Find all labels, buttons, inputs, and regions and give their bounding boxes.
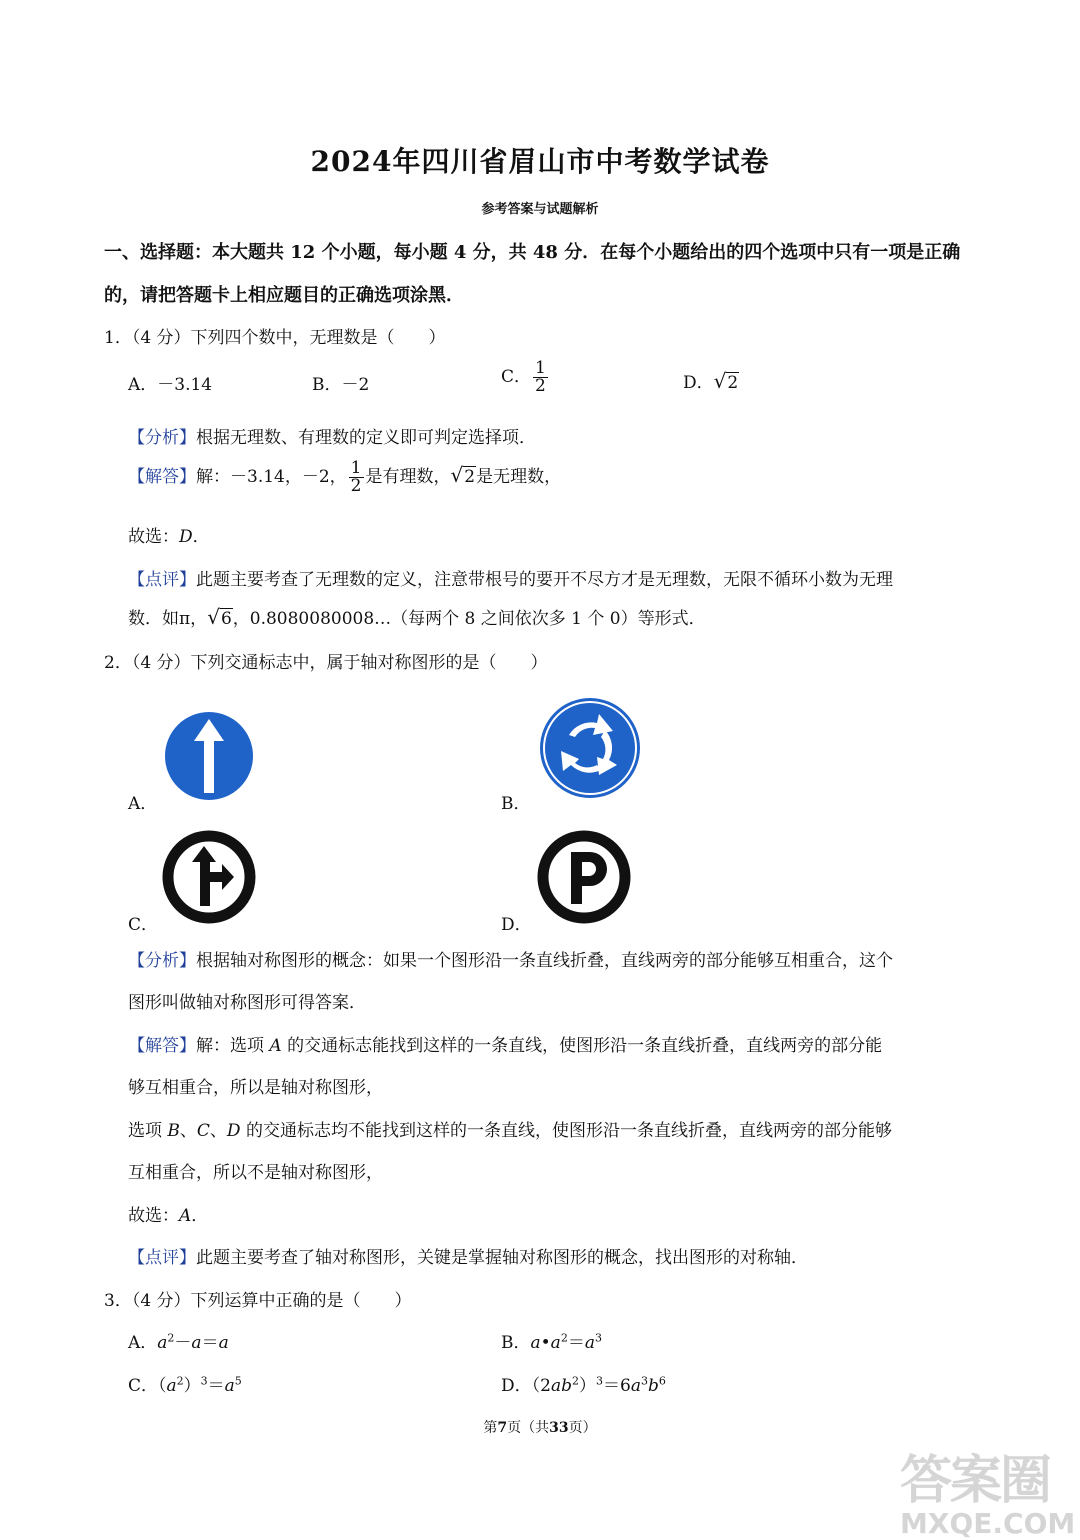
q1-analysis [128, 423, 536, 448]
answer-text-pre: 选项 [128, 1121, 168, 1141]
roundabout-icon [539, 697, 641, 799]
q1-option-b: B．－2 [312, 375, 370, 395]
q1-choice [128, 522, 210, 547]
option-label: A． [128, 1333, 158, 1353]
q2-choice [128, 1201, 208, 1226]
comment-text: 此题主要考查了无理数的定义，注意带根号的要开不尽方才是无理数，无限不循环小数为无理 [196, 570, 893, 590]
q1-option-d-label: D． [683, 373, 714, 393]
comment-tag: 【点评】 [128, 570, 196, 590]
analysis-text: 根据轴对称图形的概念：如果一个图形沿一条直线折叠，直线两旁的部分能够互相重合，这个 [196, 951, 893, 971]
section-heading-line2: 的，请把答题卡上相应题目的正确选项涂黑． [104, 285, 464, 306]
q2-comment [128, 1243, 808, 1268]
page-total: 33 [549, 1420, 569, 1436]
q1-stem: 1．（4 分）下列四个数中，无理数是（ ） [104, 328, 446, 348]
choice-value: A [179, 1206, 192, 1226]
fraction [533, 360, 548, 395]
option-label: B． [501, 1333, 531, 1353]
answer-text-post: 的交通标志均不能找到这样的一条直线，使图形沿一条直线折叠，直线两旁的部分能够 [240, 1121, 892, 1141]
answer-option-b: B [167, 1121, 180, 1141]
choice-end: ． [191, 1206, 209, 1226]
answer-option-d: D [226, 1121, 241, 1141]
q3-option-b: B．$a•a^2=a^3$ [501, 1331, 602, 1353]
separator: 、 [179, 1121, 197, 1141]
q2-stem: 2．（4 分）下列交通标志中，属于轴对称图形的是（ ） [104, 653, 548, 673]
answer-text-pre: 解：－3.14，－2， [196, 467, 347, 487]
choice-label: 故选： [128, 527, 179, 547]
q2-answer-line4: 互相重合，所以不是轴对称图形， [128, 1163, 383, 1183]
option-label: C． [128, 1376, 159, 1396]
q3-option-d: D．$(2ab^2)^3=6a^3b^6$ [501, 1374, 666, 1396]
comment-text: 此题主要考查了轴对称图形，关键是掌握轴对称图形的概念，找出图形的对称轴． [196, 1248, 808, 1268]
page-title: 2024年四川省眉山市中考数学试卷 [310, 145, 770, 178]
radicand: 6 [220, 609, 232, 629]
choice-label: 故选： [128, 1206, 179, 1226]
answer-option-c: C [196, 1121, 210, 1141]
analysis-tag: 【分析】 [128, 951, 196, 971]
q1-comment-line1 [128, 565, 893, 590]
q1-answer [128, 460, 561, 495]
q1-option-d [683, 368, 739, 393]
footer-post: 页） [568, 1420, 597, 1436]
q2-option-b: B． [501, 794, 531, 814]
q1-comment-line2 [128, 604, 706, 629]
choice-value: D [179, 527, 193, 547]
watermark [900, 1438, 1075, 1540]
page-footer [0, 1417, 1080, 1437]
radicand: 2 [464, 467, 476, 487]
denominator: 2 [535, 376, 546, 396]
footer-mid: 页（共 [507, 1420, 550, 1436]
watermark-url: MXQE.COM [900, 1507, 1076, 1540]
answer-tag: 【解答】 [128, 467, 196, 487]
numerator: 1 [350, 458, 362, 478]
q2-answer-line1 [128, 1031, 882, 1056]
square-root: √2 [713, 369, 739, 393]
q2-option-c: C． [128, 915, 159, 935]
q1-option-c-label: C． [501, 367, 532, 387]
denominator: 2 [350, 476, 362, 496]
straight-or-right-turn-icon [162, 830, 256, 924]
q2-answer-line3 [128, 1116, 892, 1141]
q1-option-c [501, 360, 550, 395]
choice-end: ． [192, 527, 210, 547]
comment-text-pre: 数．如π， [128, 609, 208, 629]
comment-tag: 【点评】 [128, 1248, 196, 1268]
q2-analysis-line1 [128, 946, 893, 971]
section-heading-line1: 一、选择题：本大题共 12 个小题，每小题 4 分，共 48 分．在每个小题给出的四个选项中只有一项是正确 [104, 242, 961, 263]
square-root: √6 [207, 605, 232, 629]
radicand: 2 [727, 373, 739, 393]
q1-option-a: A．－3.14 [128, 375, 213, 395]
q3-option-c: C．$(a^2)^3=a^5$ [128, 1374, 242, 1396]
q3-stem: 3．（4 分）下列运算中正确的是（ ） [104, 1291, 412, 1311]
q2-option-d: D． [501, 915, 532, 935]
option-label: D． [501, 1376, 532, 1396]
q3-option-a: A．$a^2-a=a$ [128, 1331, 229, 1353]
separator: 、 [209, 1121, 227, 1141]
parking-icon [537, 830, 631, 924]
answer-text-pre: 解：选项 [196, 1036, 270, 1056]
analysis-text: 根据无理数、有理数的定义即可判定选择项． [196, 428, 536, 448]
q2-analysis-line2: 图形叫做轴对称图形可得答案． [128, 993, 366, 1013]
fraction [349, 460, 364, 495]
watermark-logo: 答案圈 [900, 1451, 1051, 1511]
analysis-tag: 【分析】 [128, 428, 196, 448]
page-number: 7 [497, 1420, 508, 1436]
comment-text-post: ，0.8080080008…（每两个 8 之间依次多 1 个 0）等形式． [232, 609, 706, 629]
answer-text-mid: 是有理数， [365, 467, 451, 487]
page-subtitle: 参考答案与试题解析 [481, 202, 599, 217]
footer-pre: 第 [483, 1420, 498, 1436]
answer-option-a: A [269, 1036, 282, 1056]
square-root: √2 [450, 463, 476, 487]
straight-arrow-icon [164, 711, 254, 801]
numerator: 1 [535, 358, 546, 378]
answer-text-post: 的交通标志能找到这样的一条直线，使图形沿一条直线折叠，直线两旁的部分能 [281, 1036, 883, 1056]
answer-text-post: 是无理数， [476, 467, 562, 487]
q2-answer-line2: 够互相重合，所以是轴对称图形， [128, 1078, 383, 1098]
q2-option-a: A． [128, 794, 158, 814]
answer-tag: 【解答】 [128, 1036, 196, 1056]
